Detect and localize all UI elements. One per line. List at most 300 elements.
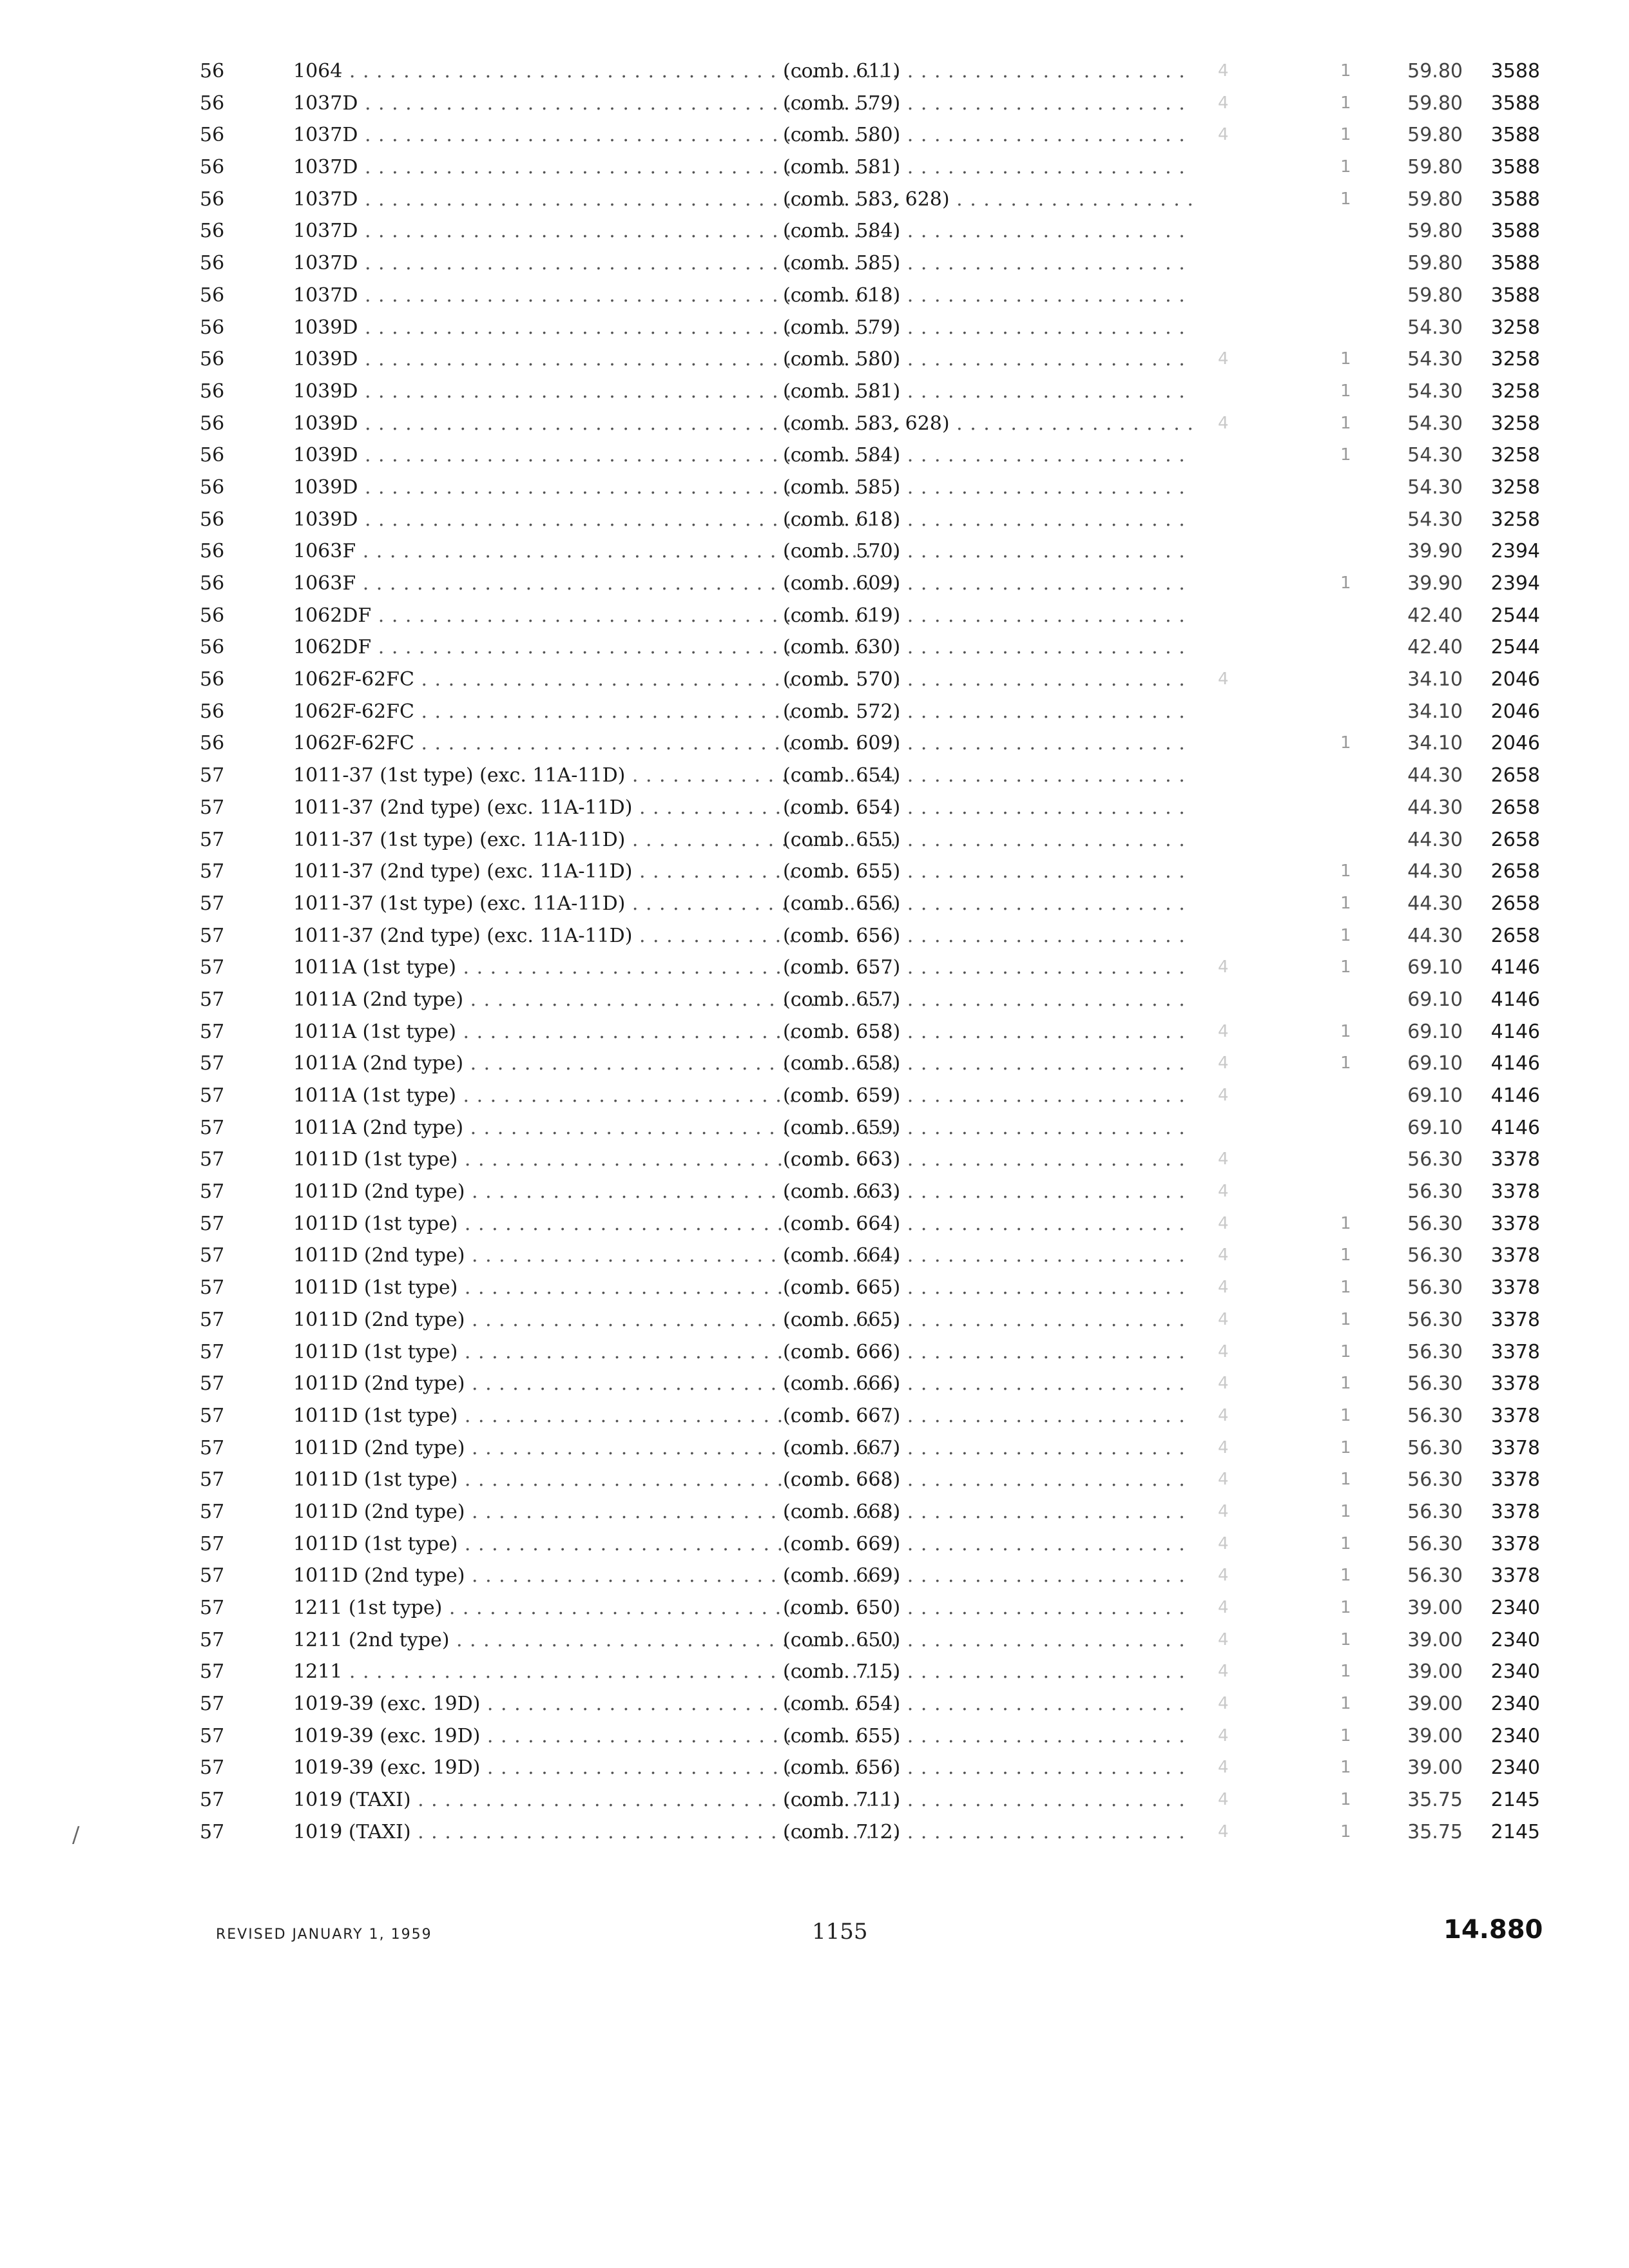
serial-cell: 4 [1218,1758,1229,1778]
table-row [200,1432,1540,1465]
code-cell: 3258 [1490,316,1540,339]
price-cell: 69.10 [1407,1084,1463,1107]
quantity-cell: 1 [1340,125,1351,145]
serial-cell: 4 [1218,1149,1229,1169]
price-cell: 39.00 [1407,1756,1463,1780]
code-cell: 3378 [1490,1212,1540,1235]
combination-cell: (comb. 580) . . . [783,343,1192,376]
table-row [200,1048,1540,1080]
table-row [200,408,1540,440]
group-cell: 56 [200,60,225,82]
price-cell: 56.30 [1407,1564,1463,1588]
model-cell: 1011D (2nd type) . . . [293,1496,899,1528]
table-row [200,1752,1540,1784]
table-row [200,535,1540,568]
group-cell: 56 [200,412,225,435]
table-row [200,1688,1540,1720]
table-row [200,280,1540,312]
serial-cell: 4 [1218,1405,1229,1425]
table-row [200,664,1540,696]
code-cell: 2046 [1490,668,1540,691]
quantity-cell: 1 [1340,1598,1351,1617]
code-cell: 3378 [1490,1500,1540,1523]
price-cell: 56.30 [1407,1148,1463,1171]
group-cell: 56 [200,604,225,627]
price-cell: 44.30 [1407,764,1463,787]
combination-cell: (comb. 668) . . . [783,1464,1192,1496]
combination-cell: (comb. 655) . . . [783,1720,1192,1753]
group-cell: 56 [200,732,225,755]
price-cell: 54.30 [1407,412,1463,435]
model-cell: 1039D . . . [293,439,899,472]
model-cell: 1211 . . . [293,1656,899,1688]
price-cell: 54.30 [1407,476,1463,499]
table-row [200,760,1540,792]
group-cell: 56 [200,540,225,563]
group-cell: 56 [200,156,225,179]
quantity-cell: 1 [1340,1309,1351,1329]
quantity-cell: 1 [1340,1405,1351,1425]
group-cell: 57 [200,1148,225,1171]
price-cell: 44.30 [1407,924,1463,947]
code-cell: 2046 [1490,732,1540,755]
combination-cell: (comb. 650) . . . [783,1624,1192,1657]
serial-cell: 4 [1218,1021,1229,1041]
price-cell: 59.80 [1407,156,1463,179]
code-cell: 3378 [1490,1404,1540,1427]
quantity-cell: 1 [1340,445,1351,465]
model-cell: 1037D . . . [293,151,899,184]
group-cell: 57 [200,1564,225,1588]
price-cell: 56.30 [1407,1532,1463,1555]
price-cell: 56.30 [1407,1468,1463,1492]
table-row [200,600,1540,632]
code-cell: 2394 [1490,540,1540,563]
quantity-cell: 1 [1340,861,1351,881]
model-cell: 1011-37 (2nd type) (exc. 11A-11D) . . . [293,792,899,824]
combination-cell: (comb. 667) . . . [783,1400,1192,1432]
price-cell: 44.30 [1407,892,1463,915]
model-cell: 1062F-62FC . . . [293,696,899,728]
combination-cell: (comb. 711) . . . [783,1784,1192,1816]
serial-cell: 4 [1218,1213,1229,1233]
table-row [200,1208,1540,1240]
group-cell: 57 [200,1404,225,1427]
model-cell: 1011D (2nd type) . . . [293,1432,899,1465]
code-cell: 2340 [1490,1597,1540,1619]
price-cell: 39.90 [1407,572,1463,595]
table-row [200,376,1540,408]
group-cell: 56 [200,187,225,211]
group-cell: 57 [200,1212,225,1235]
model-cell: 1039D . . . [293,343,899,376]
code-cell: 3258 [1490,348,1540,371]
model-cell: 1011-37 (1st type) (exc. 11A-11D) . . . [293,824,899,856]
model-cell: 1037D . . . [293,119,899,151]
quantity-cell: 1 [1340,573,1351,593]
combination-cell: (comb. 654) . . . [783,760,1192,792]
price-cell: 59.80 [1407,60,1463,82]
combination-cell: (comb. 658) . . . [783,1016,1192,1048]
serial-cell: 4 [1218,1278,1229,1298]
table-row [200,343,1540,376]
combination-cell: (comb. 580) . . . [783,119,1192,151]
price-cell: 59.80 [1407,220,1463,243]
combination-cell: (comb. 657) . . . [783,984,1192,1016]
price-cell: 56.30 [1407,1404,1463,1427]
serial-cell: 4 [1218,1694,1229,1714]
quantity-cell: 1 [1340,1533,1351,1553]
quantity-cell: 1 [1340,1566,1351,1586]
model-cell: 1011-37 (1st type) (exc. 11A-11D) . . . [293,888,899,920]
group-cell: 57 [200,828,225,851]
price-cell: 44.30 [1407,860,1463,883]
model-cell: 1037D . . . [293,88,899,120]
price-cell: 59.80 [1407,252,1463,275]
model-cell: 1062DF . . . [293,631,899,664]
code-cell: 3258 [1490,444,1540,467]
price-cell: 54.30 [1407,508,1463,531]
code-cell: 3378 [1490,1436,1540,1459]
combination-cell: (comb. 659) . . . [783,1112,1192,1144]
group-cell: 57 [200,764,225,787]
model-cell: 1039D . . . [293,376,899,408]
model-cell: 1011D (2nd type) . . . [293,1304,899,1336]
quantity-cell: 1 [1340,1374,1351,1394]
serial-cell: 4 [1218,1501,1229,1521]
code-cell: 3588 [1490,91,1540,115]
table-row [200,1272,1540,1304]
table-row [200,792,1540,824]
serial-cell: 4 [1218,1821,1229,1841]
price-cell: 59.80 [1407,284,1463,307]
model-cell: 1019 (TAXI) . . . [293,1816,899,1849]
serial-cell: 4 [1218,1309,1229,1329]
combination-cell: (comb. 664) . . . [783,1208,1192,1240]
group-cell: 57 [200,1084,225,1107]
serial-cell: 4 [1218,1566,1229,1586]
table-row [200,952,1540,984]
model-cell: 1011D (1st type) . . . [293,1464,899,1496]
combination-cell: (comb. 585) . . . [783,247,1192,280]
price-cell: 69.10 [1407,1052,1463,1075]
price-cell: 39.00 [1407,1660,1463,1684]
parts-table [200,55,1540,1849]
table-row [200,1080,1540,1112]
group-cell: 57 [200,1532,225,1555]
price-cell: 34.10 [1407,668,1463,691]
code-cell: 2145 [1490,1789,1540,1812]
code-cell: 3588 [1490,156,1540,179]
group-cell: 57 [200,1020,225,1043]
price-cell: 59.80 [1407,187,1463,211]
table-row [200,1144,1540,1176]
price-cell: 56.30 [1407,1340,1463,1363]
code-cell: 3588 [1490,60,1540,82]
combination-cell: (comb. 572) . . . [783,696,1192,728]
table-row [200,1464,1540,1496]
group-cell: 57 [200,860,225,883]
serial-cell: 4 [1218,1598,1229,1617]
revision-date: REVISED JANUARY 1, 1959 [216,1927,432,1943]
code-cell: 4146 [1490,1052,1540,1075]
quantity-cell: 1 [1340,1021,1351,1041]
quantity-cell: 1 [1340,1245,1351,1265]
quantity-cell: 1 [1340,1629,1351,1649]
combination-cell: (comb. 656) . . . [783,1752,1192,1784]
quantity-cell: 1 [1340,893,1351,913]
combination-cell: (comb. 715) . . . [783,1656,1192,1688]
table-row [200,184,1540,216]
code-cell: 3378 [1490,1532,1540,1555]
group-cell: 56 [200,668,225,691]
model-cell: 1211 (2nd type) . . . [293,1624,899,1657]
model-cell: 1063F . . . [293,568,899,600]
group-cell: 57 [200,1180,225,1204]
combination-cell: (comb. 665) . . . [783,1272,1192,1304]
code-cell: 3258 [1490,476,1540,499]
group-cell: 56 [200,636,225,659]
table-row [200,472,1540,504]
combination-cell: (comb. 669) . . . [783,1560,1192,1592]
group-cell: 57 [200,1468,225,1492]
table-row [200,1720,1540,1753]
serial-cell: 4 [1218,1533,1229,1553]
model-cell: 1037D . . . [293,215,899,247]
serial-cell: 4 [1218,1374,1229,1394]
group-cell: 57 [200,1500,225,1523]
table-row [200,1016,1540,1048]
price-cell: 56.30 [1407,1500,1463,1523]
price-cell: 54.30 [1407,444,1463,467]
group-cell: 56 [200,476,225,499]
quantity-cell: 1 [1340,1758,1351,1778]
combination-cell: (comb. 655) . . . [783,856,1192,888]
price-cell: 56.30 [1407,1436,1463,1459]
quantity-cell: 1 [1340,1053,1351,1073]
code-cell: 2658 [1490,764,1540,787]
table-row [200,119,1540,151]
code-cell: 2340 [1490,1756,1540,1780]
group-cell: 57 [200,1116,225,1139]
serial-cell: 4 [1218,1341,1229,1361]
combination-cell: (comb. 663) . . . [783,1176,1192,1208]
price-cell: 42.40 [1407,604,1463,627]
group-cell: 57 [200,924,225,947]
group-cell: 57 [200,1308,225,1331]
code-cell: 4146 [1490,1116,1540,1139]
code-cell: 4146 [1490,1084,1540,1107]
table-row [200,1400,1540,1432]
price-cell: 69.10 [1407,1116,1463,1139]
model-cell: 1011A (2nd type) . . . [293,1048,899,1080]
price-cell: 56.30 [1407,1276,1463,1300]
price-cell: 39.90 [1407,540,1463,563]
price-cell: 59.80 [1407,124,1463,147]
model-cell: 1062F-62FC . . . [293,727,899,760]
table-row [200,247,1540,280]
table-row [200,55,1540,88]
model-cell: 1011A (1st type) . . . [293,1016,899,1048]
code-cell: 3588 [1490,252,1540,275]
code-cell: 3378 [1490,1340,1540,1363]
table-row [200,1336,1540,1369]
combination-cell: (comb. 656) . . . [783,920,1192,952]
model-cell: 1011D (2nd type) . . . [293,1176,899,1208]
price-cell: 35.75 [1407,1820,1463,1843]
price-cell: 44.30 [1407,828,1463,851]
code-cell: 3378 [1490,1372,1540,1396]
model-cell: 1011D (1st type) . . . [293,1336,899,1369]
price-cell: 69.10 [1407,988,1463,1011]
table-row [200,1176,1540,1208]
code-cell: 3378 [1490,1180,1540,1204]
serial-cell: 4 [1218,349,1229,369]
group-cell: 57 [200,1244,225,1267]
table-row [200,88,1540,120]
quantity-cell: 1 [1340,189,1351,209]
model-cell: 1064 . . . [293,55,899,88]
price-cell: 54.30 [1407,348,1463,371]
price-cell: 56.30 [1407,1244,1463,1267]
quantity-cell: 1 [1340,957,1351,977]
quantity-cell: 1 [1340,733,1351,753]
combination-cell: (comb. 630) . . . [783,631,1192,664]
combination-cell: (comb. 618) . . . [783,280,1192,312]
table-row [200,856,1540,888]
model-cell: 1019 (TAXI) . . . [293,1784,899,1816]
code-cell: 2658 [1490,924,1540,947]
table-row [200,1496,1540,1528]
combination-cell: (comb. 579) . . . [783,312,1192,344]
quantity-cell: 1 [1340,1662,1351,1682]
table-row [200,920,1540,952]
table-row [200,631,1540,664]
combination-cell: (comb. 657) . . . [783,952,1192,984]
quantity-cell: 1 [1340,1725,1351,1745]
model-cell: 1039D . . . [293,408,899,440]
group-cell: 57 [200,1340,225,1363]
code-cell: 3378 [1490,1244,1540,1267]
group-cell: 57 [200,956,225,979]
model-cell: 1011D (1st type) . . . [293,1400,899,1432]
code-cell: 3588 [1490,220,1540,243]
price-cell: 39.00 [1407,1628,1463,1651]
price-cell: 56.30 [1407,1212,1463,1235]
price-cell: 56.30 [1407,1308,1463,1331]
combination-cell: (comb. 583, 628) . . . [783,184,1192,216]
quantity-cell: 1 [1340,1821,1351,1841]
code-cell: 2658 [1490,860,1540,883]
serial-cell: 4 [1218,1470,1229,1490]
serial-cell: 4 [1218,93,1229,113]
code-cell: 3378 [1490,1564,1540,1588]
price-cell: 56.30 [1407,1180,1463,1204]
code-cell: 3588 [1490,187,1540,211]
code-cell: 4146 [1490,956,1540,979]
combination-cell: (comb. 656) . . . [783,888,1192,920]
combination-cell: (comb. 581) . . . [783,376,1192,408]
code-cell: 2658 [1490,892,1540,915]
group-cell: 57 [200,1372,225,1396]
quantity-cell: 1 [1340,1694,1351,1714]
model-cell: 1039D . . . [293,504,899,536]
model-cell: 1019-39 (exc. 19D) . . . [293,1720,899,1753]
combination-cell: (comb. 619) . . . [783,600,1192,632]
code-cell: 2544 [1490,604,1540,627]
code-cell: 2658 [1490,796,1540,819]
group-cell: 57 [200,1756,225,1780]
table-row [200,1368,1540,1400]
group-cell: 57 [200,1436,225,1459]
group-cell: 56 [200,316,225,339]
combination-cell: (comb. 669) . . . [783,1528,1192,1561]
code-cell: 2340 [1490,1660,1540,1684]
combination-cell: (comb. 583, 628) . . . [783,408,1192,440]
group-cell: 56 [200,348,225,371]
model-cell: 1011A (1st type) . . . [293,1080,899,1112]
table-row [200,215,1540,247]
quantity-cell: 1 [1340,1213,1351,1233]
group-cell: 57 [200,1628,225,1651]
combination-cell: (comb. 650) . . . [783,1592,1192,1624]
code-cell: 2544 [1490,636,1540,659]
code-cell: 3378 [1490,1468,1540,1492]
quantity-cell: 1 [1340,157,1351,177]
code-cell: 3258 [1490,412,1540,435]
code-cell: 3588 [1490,284,1540,307]
combination-cell: (comb. 609) . . . [783,727,1192,760]
code-cell: 3258 [1490,380,1540,403]
combination-cell: (comb. 654) . . . [783,792,1192,824]
code-cell: 2658 [1490,828,1540,851]
combination-cell: (comb. 668) . . . [783,1496,1192,1528]
model-cell: 1062F-62FC . . . [293,664,899,696]
table-row [200,1560,1540,1592]
group-cell: 56 [200,220,225,243]
model-cell: 1011D (1st type) . . . [293,1144,899,1176]
table-row [200,439,1540,472]
combination-cell: (comb. 609) . . . [783,568,1192,600]
combination-cell: (comb. 655) . . . [783,824,1192,856]
group-cell: 57 [200,1820,225,1843]
group-cell: 57 [200,892,225,915]
price-cell: 34.10 [1407,700,1463,723]
model-cell: 1011D (1st type) . . . [293,1528,899,1561]
model-cell: 1211 (1st type) . . . [293,1592,899,1624]
table-row [200,151,1540,184]
model-cell: 1039D . . . [293,472,899,504]
model-cell: 1019-39 (exc. 19D) . . . [293,1752,899,1784]
model-cell: 1037D . . . [293,247,899,280]
combination-cell: (comb. 584) . . . [783,439,1192,472]
table-row [200,1304,1540,1336]
group-cell: 57 [200,1693,225,1716]
price-cell: 69.10 [1407,956,1463,979]
group-cell: 57 [200,988,225,1011]
code-cell: 2046 [1490,700,1540,723]
combination-cell: (comb. 666) . . . [783,1368,1192,1400]
combination-cell: (comb. 664) . . . [783,1240,1192,1272]
code-cell: 4146 [1490,1020,1540,1043]
group-cell: 56 [200,91,225,115]
group-cell: 57 [200,1724,225,1747]
code-cell: 2340 [1490,1693,1540,1716]
model-cell: 1011-37 (2nd type) (exc. 11A-11D) . . . [293,856,899,888]
code-cell: 3378 [1490,1276,1540,1300]
table-row [200,1112,1540,1144]
combination-cell: (comb. 584) . . . [783,215,1192,247]
